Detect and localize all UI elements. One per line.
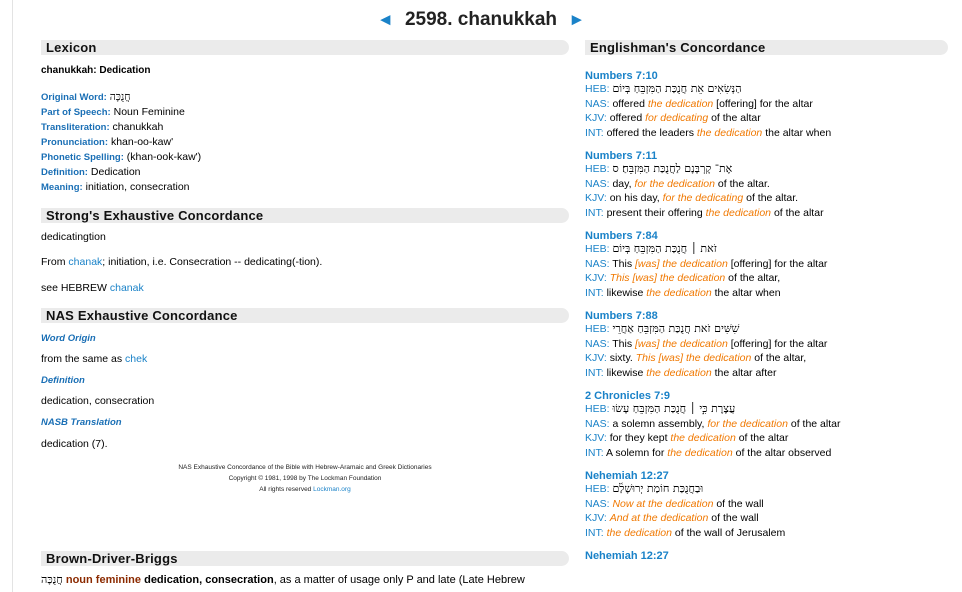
strongs-line1: dedicatingtion [41,231,106,243]
version-label: KJV: [585,192,610,204]
field-value: khan-oo-kaw' [110,136,174,148]
verse-text: day, [612,177,635,190]
concordance-entries [585,70,948,562]
lexicon-subtitle: chanukkah: Dedication [41,65,151,76]
version-label: HEB: [585,403,613,415]
version-label: KJV: [585,512,610,524]
page-title [0,9,962,31]
next-entry-arrow-icon[interactable]: ► [568,10,586,29]
version-label: NAS: [585,257,613,270]
verse-heb-line [585,162,948,177]
hebrew-text: עֲצֶרֶת כִּ֣י ׀ חֲנֻכַּת הַמִּזְבֵּחַ עָשׂוּ [612,402,736,415]
lexicon-field-original-word [41,90,569,105]
version-label: INT: [585,286,607,299]
verse-text: of the altar, [725,272,781,284]
verse-reference-link[interactable]: Nehemiah 12:27 [585,470,669,482]
version-label: NAS: [585,177,613,190]
verse-kjv-line [585,511,948,526]
verse-heb-line [585,82,948,97]
footer-line-3 [41,484,569,495]
verse-int-line [585,206,948,221]
definition-label: Definition [41,375,85,386]
verse-int-line [585,366,948,381]
verse-text: of the altar. [743,192,799,204]
strongs-heading: Strong's Exhaustive Concordance [41,208,569,223]
highlighted-word: the dedication [696,126,763,139]
highlighted-word: the dedication [646,286,712,299]
verse-text: of the wall of Jerusalem [671,526,786,539]
nas-footer [41,462,569,495]
verse-reference-link[interactable]: Numbers 7:88 [585,310,658,322]
verse-text: offered the leaders [606,126,697,139]
verse-text: of the wall [713,497,764,510]
highlighted-word: This [was] the dedication [609,272,726,284]
definition-text: dedication, consecration [41,395,155,407]
verse-text: sixty. [609,352,636,364]
previous-entry-arrow-icon[interactable]: ◄ [376,10,394,29]
verse-int-line [585,446,948,461]
highlighted-word: [was] the dedication [635,337,728,350]
field-label: Transliteration: [41,122,110,133]
concordance-entry [585,230,948,300]
bdb-line [41,573,569,586]
verse-kjv-line [585,431,948,446]
version-label: HEB: [585,83,613,95]
version-label: INT: [585,206,607,219]
field-label: Pronunciation: [41,137,109,148]
verse-text: the altar when [711,286,781,299]
verse-heb-line [585,402,948,417]
footer-rights: All rights reserved [259,486,312,493]
hebrew-text: שִׁשִּׁים זֹאת חֲנֻכַּת הַמִּזְבֵּחַ אַחֲרֵי [612,322,740,335]
version-label: KJV: [585,432,610,444]
verse-text: of the altar [771,206,824,219]
left-column [41,40,569,586]
field-value: (khan-ook-kaw') [126,151,202,163]
strongs-from-line [41,255,569,270]
nasb-translation-label: NASB Translation [41,417,122,428]
highlighted-word: the dedication [667,446,733,459]
verse-reference-link[interactable]: Numbers 7:84 [585,230,658,242]
verse-text: of the altar [787,417,841,430]
field-label: Part of Speech: [41,107,111,118]
verse-reference-link[interactable]: Nehemiah 12:27 [585,550,669,562]
highlighted-word: the dedication [705,206,772,219]
highlighted-word: [was] the dedication [635,257,728,270]
verse-heb-line [585,482,948,497]
version-label: INT: [585,446,607,459]
version-label: KJV: [585,112,610,124]
highlighted-word: for dedicating [645,112,709,124]
bdb-part-of-speech: noun feminine [65,574,142,586]
highlighted-word: This [was] the dedication [635,352,752,364]
verse-text: present their offering [606,206,706,219]
version-label: INT: [585,366,607,379]
verse-text: of the wall [708,512,759,524]
version-label: NAS: [585,97,613,110]
highlighted-word: Now at the dedication [612,497,714,510]
word-origin-line [41,352,569,367]
verse-text: likewise [606,286,647,299]
word-origin-prefix: from the same as [41,353,123,365]
highlighted-word: the dedication [606,526,672,539]
chanak-see-link[interactable]: chanak [109,282,144,294]
highlighted-word: the dedication [646,366,712,379]
verse-text: a solemn assembly, [612,417,708,430]
lexicon-heading: Lexicon [41,40,569,55]
verse-int-line [585,126,948,141]
verse-text: of the altar [708,112,761,124]
hebrew-text: וּבַחֲנֻכַּת חוֹמַת יְרוּשָׁלַ֫ם [612,482,704,495]
highlighted-word: the dedication [647,97,714,110]
verse-reference-link[interactable]: 2 Chronicles 7:9 [585,390,670,402]
field-label: Original Word: [41,92,107,103]
strongs-see-line [41,281,569,296]
hebrew-text: אֶת־ קָרְבָּנָם לַחֲנֻכַּת הַמִּזְבֵּחַ׃ ס [612,162,733,175]
verse-text: This [612,337,635,350]
bdb-heading: Brown-Driver-Briggs [41,551,569,566]
lexicon-fields [41,90,569,195]
verse-text: offered [612,97,648,110]
verse-nas-line [585,337,948,352]
concordance-entry [585,310,948,380]
version-label: NAS: [585,337,613,350]
chanak-link[interactable]: chanak [68,256,103,268]
hebrew-text: הַנְּשִׂאִים אֵת חֲנֻכַּת הַמִּזְבֵּחַ בְּיוֹם [612,82,742,95]
version-label: HEB: [585,163,613,175]
strongs-from-suffix: ; initiation, i.e. Consecration -- dedicating(-tion). [102,256,323,268]
verse-int-line [585,526,948,541]
concordance-entry [585,70,948,140]
lexicon-field-meaning [41,180,569,195]
field-value: חֲנֻכָּה [109,91,131,103]
verse-text: the altar when [762,126,832,139]
verse-nas-line [585,177,948,192]
verse-nas-line [585,97,948,112]
chek-link[interactable]: chek [125,353,148,365]
lexicon-field-transliteration [41,120,569,135]
verse-text: the altar after [711,366,777,379]
field-value: Dedication [90,166,141,178]
verse-text: of the altar [735,432,789,444]
verse-text: of the altar observed [732,446,832,459]
version-label: KJV: [585,272,610,284]
bdb-rest: , as a matter of usage only P and late (Late Hebrew [273,574,525,586]
version-label: HEB: [585,243,613,255]
highlighted-word: And at the dedication [609,512,709,524]
concordance-entry [585,390,948,460]
verse-reference-link[interactable]: Numbers 7:11 [585,150,658,162]
bdb-gloss: dedication, consecration [144,574,274,586]
verse-text: A solemn for [606,446,668,459]
footer-line-2: Copyright © 1981, 1998 by The Lockman Foundation [228,475,382,482]
version-label: KJV: [585,352,610,364]
right-column [585,40,948,572]
field-label: Definition: [41,167,88,178]
nasb-translation-text: dedication (7). [41,438,108,450]
verse-heb-line [585,242,948,257]
version-label: NAS: [585,417,613,430]
verse-kjv-line [585,111,948,126]
field-value: initiation, consecration [85,181,190,193]
lexicon-field-part-of-speech [41,105,569,120]
concordance-entry [585,550,948,562]
hebrew-text: זֹאת ׀ חֲנֻכַּת הַמִּזְבֵּחַ בְּיוֹם [612,242,717,255]
highlighted-word: for the dedicating [662,192,744,204]
highlighted-word: the dedication [670,432,736,444]
verse-text: on his day, [609,192,663,204]
field-value: chanukkah [112,121,164,133]
verse-text: [offering] for the altar [727,257,828,270]
verse-text: of the altar. [714,177,770,190]
version-label: INT: [585,526,607,539]
verse-text: [offering] for the altar [727,337,828,350]
field-value: Noun Feminine [113,106,185,118]
field-label: Phonetic Spelling: [41,152,124,163]
bdb-hebrew-word: חֲנֻכָּה [41,573,63,586]
strongs-from-prefix: From [41,256,66,268]
verse-nas-line [585,257,948,272]
version-label: HEB: [585,483,613,495]
lexicon-field-phonetic-spelling [41,150,569,165]
field-label: Meaning: [41,182,83,193]
verse-int-line [585,286,948,301]
verse-text: This [612,257,635,270]
verse-heb-line [585,322,948,337]
verse-text: likewise [606,366,647,379]
lexicon-field-pronunciation [41,135,569,150]
footer-line-1: NAS Exhaustive Concordance of the Bible with Hebrew-Aramaic and Greek Dictionaries [178,464,432,471]
strongs-see-prefix: see HEBREW [41,282,107,294]
nas-heading: NAS Exhaustive Concordance [41,308,569,323]
englishmans-heading: Englishman's Concordance [585,40,948,55]
verse-text: of the altar, [751,352,807,364]
version-label: NAS: [585,497,613,510]
word-origin-label: Word Origin [41,333,96,344]
lockman-link[interactable]: Lockman.org [313,486,351,493]
verse-text: offered [609,112,646,124]
verse-text: for they kept [609,432,671,444]
highlighted-word: for the dedication [707,417,788,430]
verse-text: [offering] for the altar [713,97,813,110]
concordance-entry [585,470,948,540]
highlighted-word: for the dedication [634,177,715,190]
verse-kjv-line [585,191,948,206]
verse-kjv-line [585,351,948,366]
verse-nas-line [585,417,948,432]
verse-reference-link[interactable]: Numbers 7:10 [585,70,658,82]
version-label: HEB: [585,323,613,335]
verse-nas-line [585,497,948,512]
concordance-entry [585,150,948,220]
entry-title-text: 2598. chanukkah [404,9,558,30]
version-label: INT: [585,126,607,139]
verse-kjv-line [585,271,948,286]
lexicon-field-definition [41,165,569,180]
